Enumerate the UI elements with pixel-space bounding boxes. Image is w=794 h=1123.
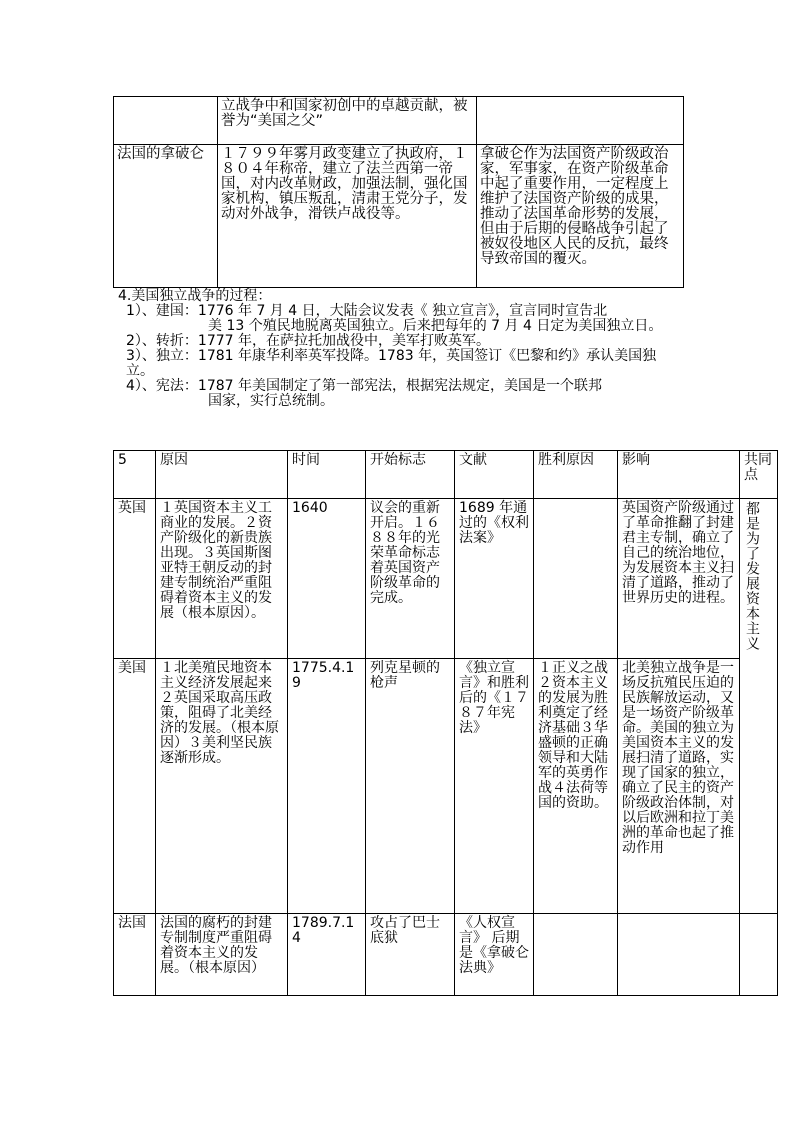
column-header: 开始标志 (366, 451, 455, 499)
list-item (118, 304, 678, 319)
table-cell (534, 499, 618, 659)
table-cell: 北美独立战争是一场反抗殖民压迫的民族解放运动，又是一场资产阶级革命。美国的独立为美国资本主义的发展扫清了道路，实现了国家的独立，确立了民主的资产阶级政治体制，对以后欧洲和拉丁美洲的革命也起了推动作用 (618, 659, 740, 914)
table-cell: 攻占了巴士底狱 (366, 914, 455, 996)
column-header: 文献 (455, 451, 534, 499)
item-prefix: 1）、建国： (126, 303, 198, 319)
table-cell (114, 97, 218, 145)
item-prefix: 4）、宪法： (126, 378, 198, 394)
item-text: 1787 年美国制定了第一部宪法，根据宪法规定，美国是一个联邦 (197, 378, 602, 394)
country-cell: 英国 (114, 499, 156, 659)
revolutions-table (113, 450, 778, 996)
table-cell: 1640 (288, 499, 366, 659)
independence-war-notes (118, 289, 678, 409)
table-cell: 《独立宣言》和胜利后的《１７８７年宪法》 (455, 659, 534, 914)
item-prefix: 3）、独立： (126, 348, 198, 364)
list-item (118, 379, 678, 394)
table-cell: 立战争中和国家初创中的卓越贡献，被誉为“美国之父” (218, 97, 477, 145)
table-row (114, 145, 684, 288)
item-prefix: 2）、转折： (126, 333, 198, 349)
figures-table (113, 96, 684, 288)
table-row (114, 659, 778, 914)
table-cell: １正义之战２资本主义的发展为胜利奠定了经济基础３华盛顿的正确领导和大陆军的英勇作战４法荷等国的资助。 (534, 659, 618, 914)
table-cell: 《人权宣言》 后期是《拿破仑法典》 (455, 914, 534, 996)
common-point-cell (740, 499, 778, 914)
table-row (114, 97, 684, 145)
table-row (114, 499, 778, 659)
table-cell (477, 97, 684, 145)
table-cell: 英国资产阶级通过了革命推翻了封建君主专制，确立了自己的统治地位，为发展资本主义扫清了道路，推动了世界历史的进程。 (618, 499, 740, 659)
item-continuation: 国家，实行总统制。 (208, 393, 334, 409)
list-item (118, 334, 678, 349)
table-cell: １北美殖民地资本主义经济发展起来２英国采取高压政策，阻碍了北美经济的发展。（根本原因）３美利坚民族逐渐形成。 (156, 659, 288, 914)
table-cell (618, 914, 740, 996)
column-header: 原因 (156, 451, 288, 499)
notes-heading: 4.美国独立战争的过程： (118, 288, 272, 304)
table-cell: １７９９年雾月政变建立了执政府，１８０４年称帝，建立了法兰西第一帝国，对内改革财政，加强法制，强化国家机构，镇压叛乱，清肃王党分子，发动对外战争，滑铁卢战役等。 (218, 145, 477, 288)
column-header: 共同点 (740, 451, 778, 499)
table-row (114, 914, 778, 996)
table-cell: 议会的重新开启。１６８８年的光荣革命标志着英国资产阶级革命的完成。 (366, 499, 455, 659)
table-cell: 1789.7.14 (288, 914, 366, 996)
list-item (118, 349, 678, 379)
table-header-row (114, 451, 778, 499)
table-cell: 1775.4.19 (288, 659, 366, 914)
column-header: 时间 (288, 451, 366, 499)
table-cell (740, 914, 778, 996)
item-text: 1776 年 7 月 4 日，大陆会议发表《 独立宣言》，宣言同时宣告北 (197, 303, 608, 319)
column-header: 5 (114, 451, 156, 499)
country-cell: 美国 (114, 659, 156, 914)
table-cell: 法国的腐朽的封建专制制度严重阻碍着资本主义的发展。（根本原因） (156, 914, 288, 996)
common-point-text: 都是为了发展资本主义 (744, 501, 760, 651)
item-text: 1777 年，在萨拉托加战役中，美军打败英军。 (197, 333, 490, 349)
item-continuation: 美 13 个殖民地脱离英国独立。后来把每年的 7 月 4 日定为美国独立日。 (208, 318, 663, 334)
column-header: 胜利原因 (534, 451, 618, 499)
table-cell: 列克星顿的枪声 (366, 659, 455, 914)
country-cell: 法国 (114, 914, 156, 996)
table-cell (534, 914, 618, 996)
table-cell: 拿破仑作为法国资产阶级政治家，军事家，在资产阶级革命中起了重要作用，一定程度上维护了法国资产阶级的成果，推动了法国革命形势的发展，但由于后期的侵略战争引起了被奴役地区人民的反抗，最终导致帝国的覆灭。 (477, 145, 684, 288)
table-cell: 法国的拿破仑 (114, 145, 218, 288)
table-cell: １英国资本主义工商业的发展。２资产阶级化的新贵族出现。３英国斯图亚特王朝反动的封建专制统治严重阻碍着资本主义的发展（根本原因）。 (156, 499, 288, 659)
item-text: 1781 年康华利率英军投降。1783 年，英国签订《巴黎和约》承认美国独立。 (126, 348, 657, 379)
column-header: 影响 (618, 451, 740, 499)
table-cell: 1689 年通过的《权利法案》 (455, 499, 534, 659)
